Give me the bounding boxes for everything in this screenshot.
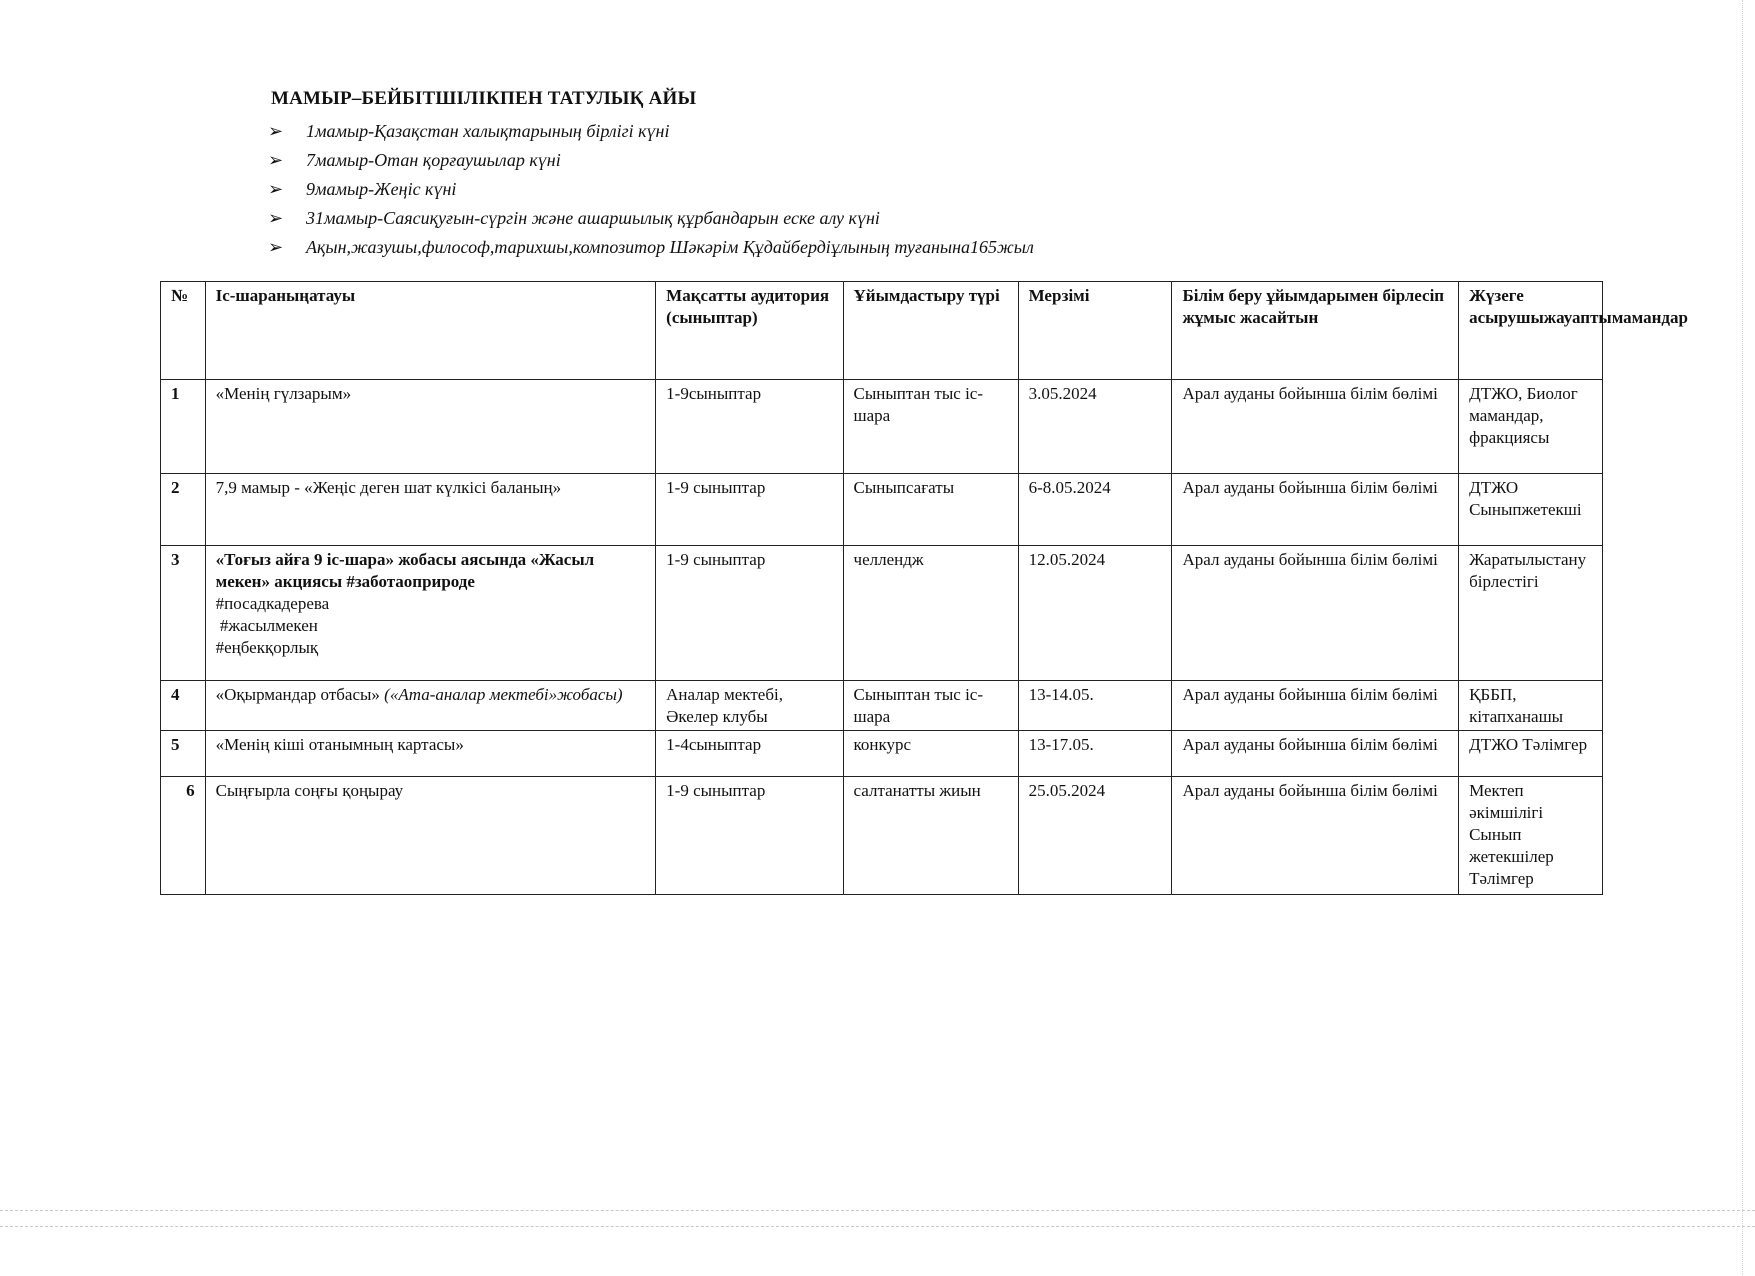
- arrow-bullet-icon: ➢: [268, 207, 284, 228]
- table-header-row: [161, 282, 1603, 380]
- cell-partner: Арал ауданы бойынша білім бөлімі: [1172, 380, 1459, 474]
- cell-partner: Арал ауданы бойынша білім бөлімі: [1172, 777, 1459, 895]
- bullet-text: 9мамыр-Жеңіс күні: [306, 178, 457, 199]
- cell-number: 4: [161, 681, 206, 731]
- cell-event-name: 7,9 мамыр - «Жеңіс деген шат күлкісі баланың»: [205, 474, 656, 546]
- cell-number: 1: [161, 380, 206, 474]
- cell-event-name: [205, 681, 656, 731]
- cell-form: салтанатты жиын: [843, 777, 1018, 895]
- events-table: [160, 281, 1688, 895]
- cell-number: 2: [161, 474, 206, 546]
- cell-audience: 1-9 сыныптар: [656, 777, 843, 895]
- scan-artifact-edge: [1742, 0, 1743, 1276]
- bullet-text: 7мамыр-Отан қорғаушылар күні: [306, 149, 561, 170]
- cell-responsible: Жаратылыстану бірлестігі: [1459, 546, 1603, 681]
- cell-number: 5: [161, 731, 206, 777]
- arrow-bullet-icon: ➢: [268, 178, 284, 199]
- cell-number: 3: [161, 546, 206, 681]
- header-date: Мерзімі: [1018, 282, 1172, 380]
- cell-event-name: Сыңғырла соңғы қоңырау: [205, 777, 656, 895]
- cell-event-name: «Менің гүлзарым»: [205, 380, 656, 474]
- cell-event-name: [205, 546, 656, 681]
- cell-date: 12.05.2024: [1018, 546, 1172, 681]
- list-item: [268, 116, 1034, 145]
- table-row: [161, 681, 1603, 731]
- list-item: [268, 174, 1034, 203]
- list-item: [268, 203, 1034, 232]
- cell-date: 13-14.05.: [1018, 681, 1172, 731]
- header-number: №: [161, 282, 206, 380]
- arrow-bullet-icon: ➢: [268, 236, 284, 257]
- hashtag: #жасылмекен: [215, 616, 318, 635]
- header-audience: Мақсатты аудитория (сыныптар): [656, 282, 843, 380]
- bullet-text: Ақын,жазушы,философ,тарихшы,композитор Шәкәрім Құдайбердіұлының туғанына165жыл: [306, 236, 1034, 257]
- cell-responsible: ДТЖО, Биолог мамандар, фракциясы: [1459, 380, 1603, 474]
- cell-audience: 1-9 сыныптар: [656, 546, 843, 681]
- table-row: [161, 380, 1603, 474]
- scan-artifact-line: [0, 1226, 1755, 1227]
- bullet-text: 31мамыр-Саясиқуғын-сүргін және ашаршылық құрбандарын еске алу күні: [306, 207, 880, 228]
- scan-artifact-line: [0, 1210, 1755, 1211]
- cell-responsible: ДТЖО Сыныпжетекші: [1459, 474, 1603, 546]
- cell-date: 6-8.05.2024: [1018, 474, 1172, 546]
- cell-form: Сыныптан тыс іс-шара: [843, 380, 1018, 474]
- event-name-bold: «Тоғыз айға 9 іс-шара» жобасы аясында «Жасыл мекен» акциясы #заботаоприроде: [215, 550, 595, 591]
- header-form: Ұйымдастыру түрі: [843, 282, 1018, 380]
- cell-audience: 1-4сыныптар: [656, 731, 843, 777]
- arrow-bullet-icon: ➢: [268, 149, 284, 170]
- arrow-bullet-icon: ➢: [268, 120, 284, 141]
- cell-partner: Арал ауданы бойынша білім бөлімі: [1172, 731, 1459, 777]
- list-item: [268, 145, 1034, 174]
- bullet-list: [268, 116, 1034, 261]
- event-name-text: «Оқырмандар отбасы»: [215, 685, 380, 704]
- cell-event-name: «Менің кіші отанымның картасы»: [205, 731, 656, 777]
- cell-form: Сыныптан тыс іс-шара: [843, 681, 1018, 731]
- cell-audience: 1-9сыныптар: [656, 380, 843, 474]
- bullet-text: 1мамыр-Қазақстан халықтарының бірлігі күні: [306, 120, 670, 141]
- cell-date: 13-17.05.: [1018, 731, 1172, 777]
- cell-number: 6: [161, 777, 206, 895]
- cell-partner: Арал ауданы бойынша білім бөлімі: [1172, 681, 1459, 731]
- cell-responsible: ДТЖО Тәлімгер: [1459, 731, 1603, 777]
- event-name-italic: («Ата-аналар мектебі»жобасы): [379, 685, 623, 704]
- header-responsible: Жүзеге асырушыжауаптымамандар: [1459, 282, 1603, 380]
- page-title: МАМЫР–БЕЙБІТШІЛІКПЕН ТАТУЛЫҚ АЙЫ: [271, 88, 697, 109]
- table-row: [161, 474, 1603, 546]
- cell-form: Сыныпсағаты: [843, 474, 1018, 546]
- header-partner: Білім беру ұйымдарымен бірлесіп жұмыс жасайтын: [1172, 282, 1459, 380]
- table-row: [161, 731, 1603, 777]
- hashtag: #еңбекқорлық: [215, 638, 319, 657]
- header-event-name: Іс-шараныңатауы: [205, 282, 656, 380]
- table-row: [161, 546, 1603, 681]
- cell-audience: Аналар мектебі, Әкелер клубы: [656, 681, 843, 731]
- list-item: [268, 232, 1034, 261]
- cell-responsible: ҚББП, кітапханашы: [1459, 681, 1603, 731]
- hashtag: #посадкадерева: [215, 594, 330, 613]
- cell-date: 3.05.2024: [1018, 380, 1172, 474]
- cell-form: челлендж: [843, 546, 1018, 681]
- cell-audience: 1-9 сыныптар: [656, 474, 843, 546]
- cell-partner: Арал ауданы бойынша білім бөлімі: [1172, 546, 1459, 681]
- cell-date: 25.05.2024: [1018, 777, 1172, 895]
- table-row: [161, 777, 1603, 895]
- cell-form: конкурс: [843, 731, 1018, 777]
- cell-responsible: Мектеп әкімшілігі Сынып жетекшілер Тәлімгер: [1459, 777, 1603, 895]
- cell-partner: Арал ауданы бойынша білім бөлімі: [1172, 474, 1459, 546]
